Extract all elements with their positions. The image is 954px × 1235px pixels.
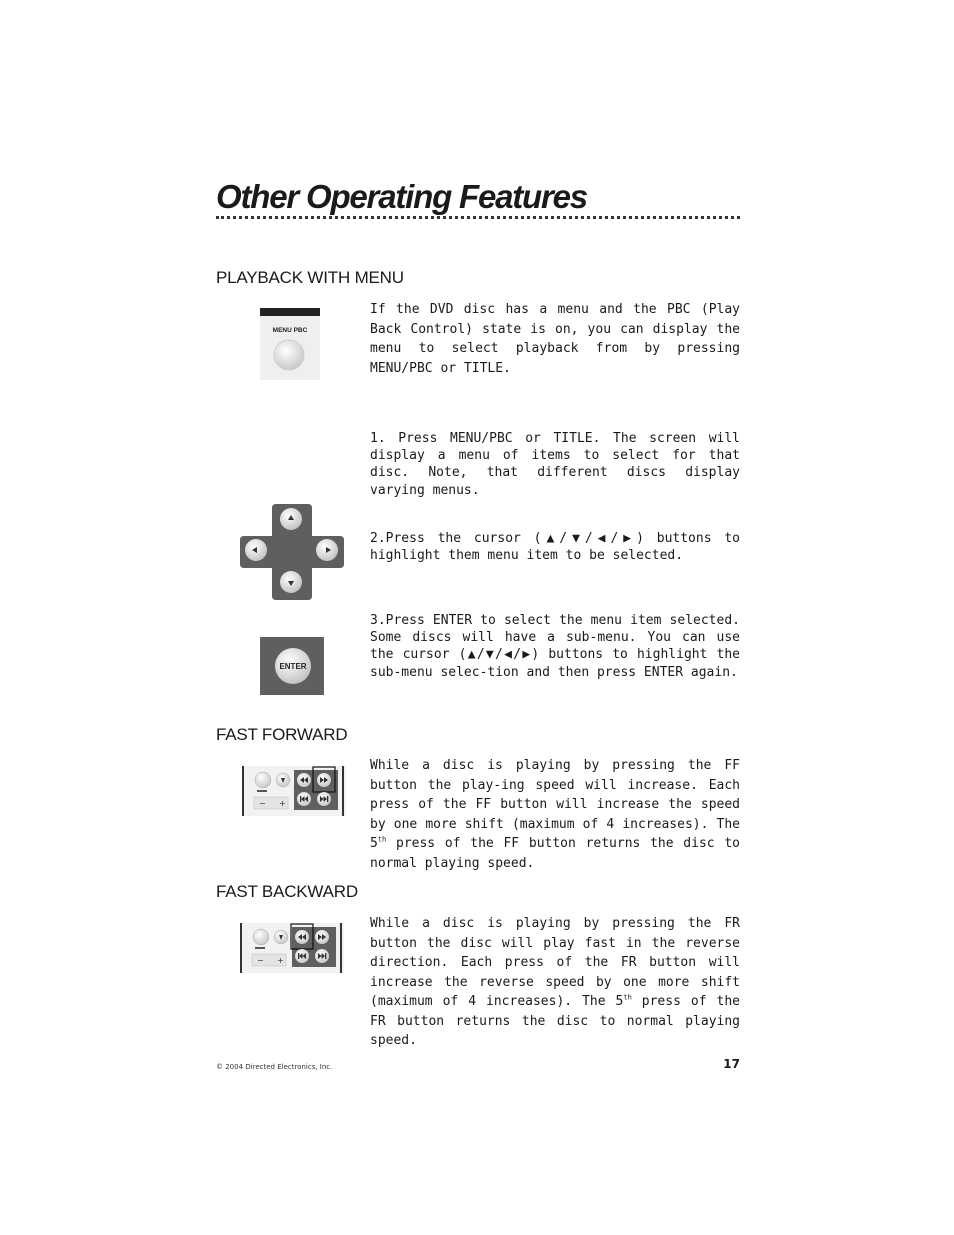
menu-pbc-button-illustration [260, 308, 320, 380]
svg-text:+: + [279, 799, 286, 808]
remote-fr-illustration [240, 921, 344, 973]
page-title: Other Operating Features [216, 178, 587, 215]
menu-step-2-text: 2.Press the cursor (▲/▼/◀/▶) buttons to highlight them menu item to be selected. [370, 531, 740, 564]
footer-copyright: © 2004 Directed Electronics, Inc. [216, 1063, 333, 1071]
fast-forward-text: While a disc is playing by pressing the FF button the play-ing speed will increase. Each press of the FF button will increase the speed by one more shift (maximum of 4 increases). The 5th press of the FF button returns the disc to normal playing speed. [370, 758, 740, 871]
section-heading-playback-with-menu: PLAYBACK WITH MENU [216, 268, 404, 287]
section-heading-fast-forward: FAST FORWARD [216, 725, 348, 744]
cursor-dpad-illustration [240, 504, 344, 600]
menu-pbc-label: MENU PBC [272, 327, 308, 334]
menu-step-1-text: 1. Press MENU/PBC or TITLE. The screen will display a menu of items to select for that disc. Note, that different discs display varying menus. [370, 431, 740, 498]
svg-text:−: − [257, 956, 264, 965]
svg-text:−: − [259, 799, 266, 808]
menu-intro-text: If the DVD disc has a menu and the PBC (Play Back Control) state is on, you can display the menu to select playback from by pressing MENU/PBC or TITLE. [370, 302, 740, 376]
title-dotted-rule [216, 216, 740, 219]
page-number: 17 [723, 1057, 740, 1071]
fast-backward-text: While a disc is playing by pressing the FR button the disc will play fast in the reverse direction. Each press of the FR button will increase the reverse speed by one more shift (maximum of 4 increases). The 5th press of the FR button returns the disc to normal playing speed. [370, 916, 740, 1048]
remote-ff-illustration [242, 764, 346, 816]
menu-step-3-text: 3.Press ENTER to select the menu item selected. Some discs will have a sub-menu. You can use the cursor (▲/▼/◀/▶) buttons to highlight the sub-menu selec-tion and then press ENTER again. [370, 613, 740, 680]
enter-button-illustration [260, 637, 324, 695]
section-heading-fast-backward: FAST BACKWARD [216, 882, 358, 901]
svg-text:+: + [277, 956, 284, 965]
enter-label: ENTER [279, 662, 307, 671]
